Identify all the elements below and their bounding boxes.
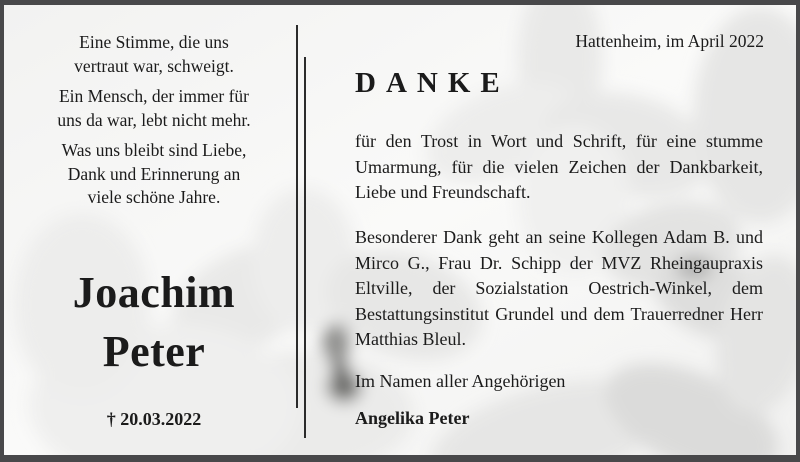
- poem-line: Was uns bleibt sind Liebe,: [61, 140, 247, 160]
- poem-line: uns da war, lebt nicht mehr.: [57, 109, 251, 130]
- poem-line: Ein Mensch, der immer für: [58, 86, 249, 106]
- deceased-last-name: Peter: [102, 327, 206, 376]
- memorial-poem: [26, 31, 282, 217]
- divider-line-right: [304, 57, 306, 438]
- deceased-name: [26, 263, 282, 381]
- notice-content: [4, 5, 796, 455]
- poem-line: viele schöne Jahre.: [87, 187, 221, 207]
- dateline: Hattenheim, im April 2022: [575, 31, 764, 51]
- signature-name: Angelika Peter: [355, 408, 470, 428]
- deceased-first-name: Joachim: [72, 268, 236, 317]
- thanks-paragraph-1: für den Trost in Wort und Schrift, für eine stumme Umarmung, für die vielen Zeichen der Dankbarkeit, Liebe und Freundschaft.: [355, 131, 763, 202]
- poem-line: Eine Stimme, die uns: [79, 32, 229, 52]
- poem-stanza: [26, 139, 282, 210]
- divider-line-left: [296, 25, 298, 408]
- closing-line: Im Namen aller Angehörigen: [355, 371, 566, 391]
- thanks-paragraph-2: Besonderer Dank geht an seine Kollegen Adam B. und Mirco G., Frau Dr. Schipp der MVZ Rheingaupraxis Eltville, der Sozialstation Oestrich-Winkel, dem Bestattungsinstitut Grundel und dem Trauerredner Herr Matthias Bleul.: [355, 227, 763, 349]
- poem-line: Dank und Erinnerung an: [67, 163, 241, 184]
- death-date: † 20.03.2022: [106, 409, 202, 429]
- poem-stanza: [26, 31, 282, 78]
- headline-danke: DANKE: [355, 67, 510, 99]
- poem-line: vertraut war, schweigt.: [74, 55, 234, 76]
- poem-stanza: [26, 85, 282, 132]
